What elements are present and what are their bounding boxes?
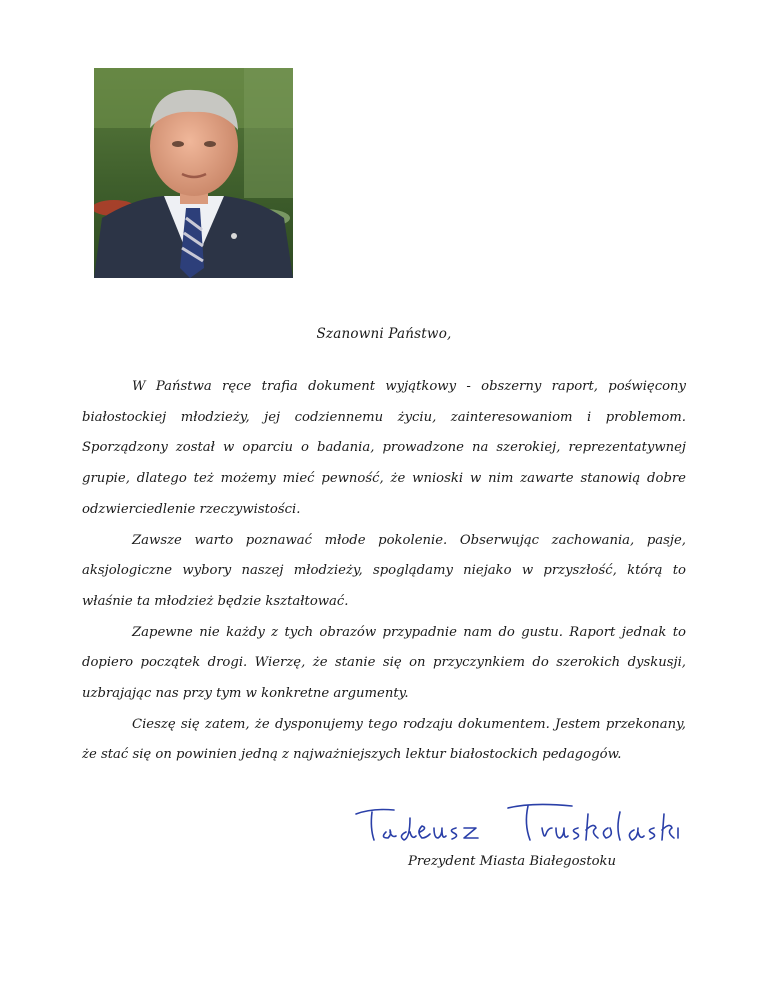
letter-body	[82, 372, 686, 771]
paragraph-1: W Państwa ręce trafia dokument wyjątkowy - obszerny raport, poświęcony białostockiej młodzieży, jej codziennemu życiu, zainteresowaniom i problemom. Sporządzony został w oparciu o badania, prowadzone na szerokiej, reprezentatywnej grupie, dlatego też możemy mieć pewność, że wnioski w nim zawarte stanowią dobre odzwierciedlenie rzeczywistości.	[82, 379, 686, 517]
handwritten-signature	[352, 798, 682, 848]
paragraph-2: Zawsze warto poznawać młode pokolenie. Obserwując zachowania, pasje, aksjologiczne wybory naszej młodzieży, spoglądamy niejako w przyszłość, którą to właśnie ta młodzież będzie kształtować.	[82, 532, 686, 609]
paragraph-3: Zapewne nie każdy z tych obrazów przypadnie nam do gustu. Raport jednak to dopiero początek drogi. Wierzę, że stanie się on przyczynkiem do szerokich dyskusji, uzbrajając nas przy tym w konkretne argumenty.	[82, 624, 686, 702]
author-portrait-photo	[94, 68, 293, 278]
paragraph-4: Cieszę się zatem, że dysponujemy tego rodzaju dokumentem. Jestem przekonany, że stać się on powinien jedną z najważniejszych lektur białostockich pedagogów.	[82, 716, 686, 763]
signatory-title: Prezydent Miasta Białegostoku	[408, 854, 617, 869]
salutation: Szanowni Państwo,	[316, 326, 452, 342]
